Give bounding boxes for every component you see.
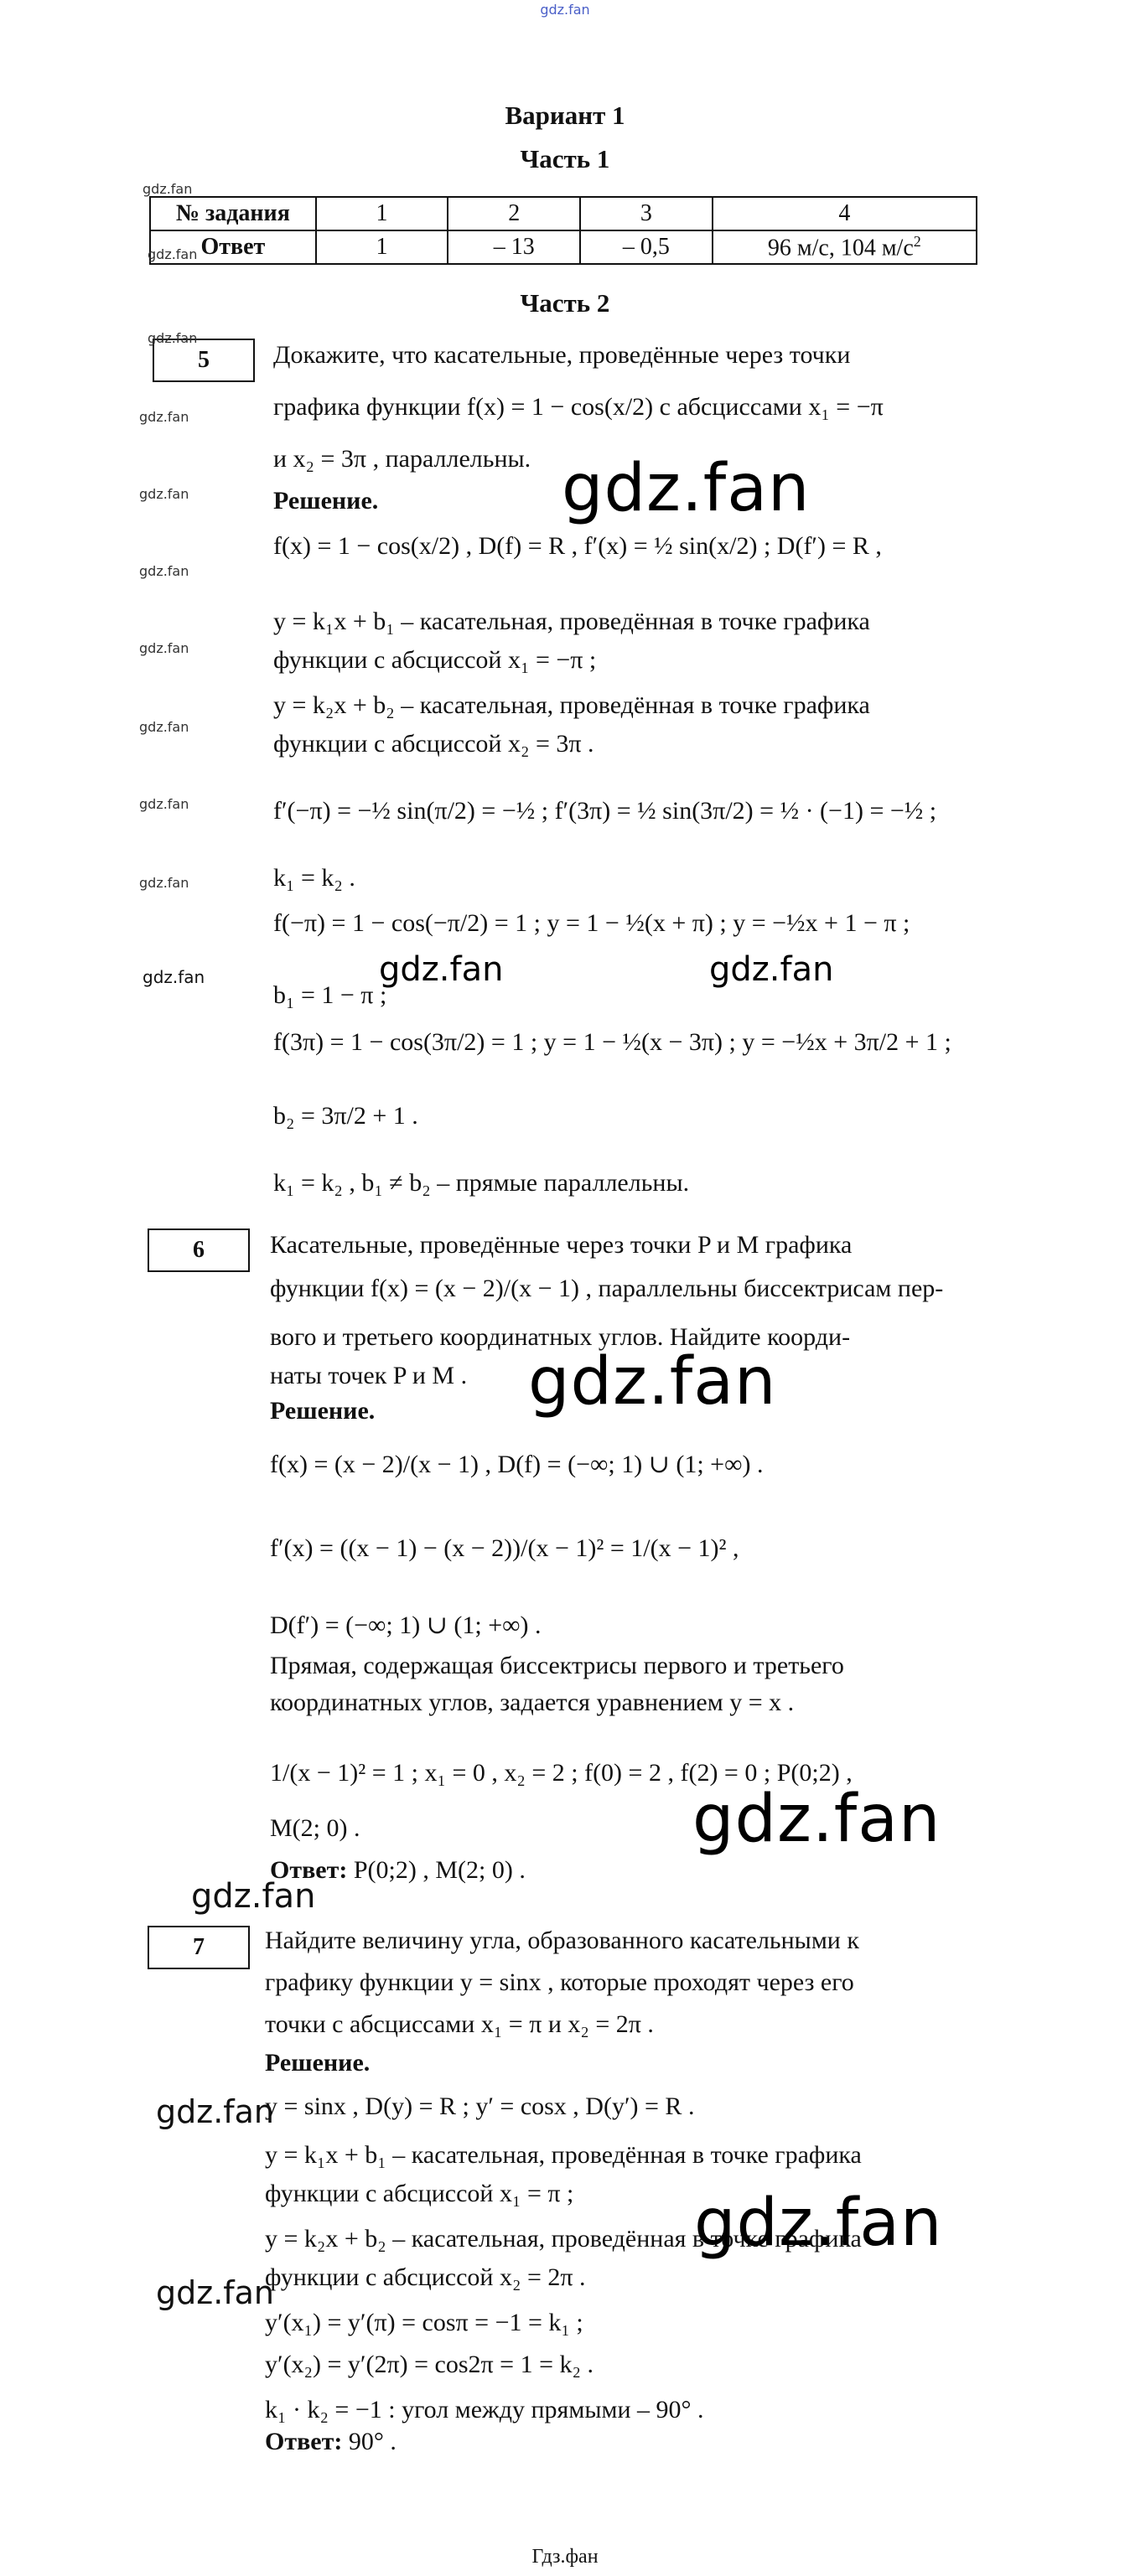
task-7-number-box: 7 bbox=[148, 1926, 250, 1969]
solution-line: y = k₁x + b₁ – касательная, проведённая в точке графика bbox=[273, 608, 870, 635]
task-number-header: № задания bbox=[150, 197, 316, 230]
watermark-small: gdz.fan bbox=[139, 486, 189, 502]
solution-line: D(f′) = (−∞; 1) ∪ (1; +∞) . bbox=[270, 1611, 542, 1639]
solution-line: b₂ = 3π/2 + 1 . bbox=[273, 1102, 418, 1130]
watermark-small: gdz.fan bbox=[139, 875, 189, 891]
statement-line: Найдите величину угла, образованного касательными к bbox=[265, 1927, 859, 1954]
statement-line: функции f(x) = (x − 2)/(x − 1) , параллельны биссектрисам пер- bbox=[270, 1275, 944, 1302]
task-number-cell: 1 bbox=[316, 197, 448, 230]
solution-line: f′(x) = ((x − 1) − (x − 2))/(x − 1)² = 1/(x − 1)² , bbox=[270, 1534, 739, 1562]
solution-line: f(x) = (x − 2)/(x − 1) , D(f) = (−∞; 1) ∪ (1; +∞) . bbox=[270, 1451, 764, 1478]
task-6-solution-label: Решение. bbox=[270, 1397, 376, 1425]
part1-heading: Часть 1 bbox=[520, 144, 610, 173]
watermark-medium: gdz.fan bbox=[156, 2093, 275, 2130]
solution-line: y = sinx , D(y) = R ; y′ = cosx , D(y′) = R . bbox=[265, 2092, 695, 2120]
solution-line: f(x) = 1 − cos(x/2) , D(f) = R , f′(x) = ½ sin(x/2) ; D(f′) = R , bbox=[273, 532, 882, 560]
watermark-small: gdz.fan bbox=[139, 640, 189, 656]
footer-watermark: Гдз.фан bbox=[531, 2546, 599, 2568]
statement-line: Касательные, проведённые через точки P и M графика bbox=[270, 1231, 853, 1259]
solution-line: функции с абсциссой x₂ = 3π . bbox=[273, 730, 594, 758]
watermark-small: gdz.fan bbox=[148, 246, 198, 262]
task-7-answer bbox=[265, 2425, 397, 2459]
answer-4-sup: 2 bbox=[913, 232, 921, 250]
watermark-medium: gdz.fan bbox=[191, 1877, 316, 1916]
watermark-small: gdz.fan bbox=[143, 181, 193, 197]
solution-line: y′(x₂) = y′(2π) = cos2π = 1 = k₂ . bbox=[265, 2351, 594, 2378]
task-number-cell: 2 bbox=[448, 197, 580, 230]
solution-line: y = k₂x + b₂ – касательная, проведённая в точке графика bbox=[265, 2225, 862, 2253]
answer-cell: – 13 bbox=[448, 230, 580, 264]
watermark-large: gdz.fan bbox=[692, 1782, 941, 1857]
solution-line: функции с абсциссой x₂ = 2π . bbox=[265, 2263, 586, 2291]
answers-table bbox=[149, 196, 977, 265]
statement-line: графика функции f(x) = 1 − cos(x/2) с абсциссами x₁ = −π bbox=[273, 393, 884, 421]
solution-line: y = k₁x + b₁ – касательная, проведённая в точке графика bbox=[265, 2141, 862, 2169]
watermark-small: gdz.fan bbox=[139, 719, 189, 735]
statement-line: графику функции y = sinx , которые проходят через его bbox=[265, 1968, 854, 1996]
solution-line: функции с абсциссой x₁ = π ; bbox=[265, 2180, 574, 2207]
solution-line: k₁ = k₂ , b₁ ≠ b₂ – прямые параллельны. bbox=[273, 1169, 690, 1197]
statement-line: точки с абсциссами x₁ = π и x₂ = 2π . bbox=[265, 2010, 654, 2038]
task-7-solution-label: Решение. bbox=[265, 2049, 371, 2077]
answer-value: P(0;2) , M(2; 0) . bbox=[353, 1856, 526, 1884]
solution-line: k₁ · k₂ = −1 : угол между прямыми – 90° . bbox=[265, 2396, 704, 2423]
watermark-small: gdz.fan bbox=[139, 796, 189, 812]
part2-heading: Часть 2 bbox=[520, 288, 610, 318]
answer-label: Ответ: bbox=[270, 1856, 348, 1884]
task-5-number-box: 5 bbox=[153, 339, 255, 382]
solution-line: k₁ = k₂ . bbox=[273, 864, 355, 892]
table-row-answers bbox=[150, 230, 977, 264]
task-7-statement bbox=[265, 1924, 859, 2043]
solution-line: 1/(x − 1)² = 1 ; x₁ = 0 , x₂ = 2 ; f(0) = 2 , f(2) = 0 ; P(0;2) , bbox=[270, 1759, 853, 1787]
watermark-small: gdz.fan bbox=[139, 409, 189, 425]
watermark-small: gdz.fan bbox=[148, 330, 198, 346]
solution-line: координатных углов, задается уравнением y = x . bbox=[270, 1689, 795, 1716]
answer-cell: 1 bbox=[316, 230, 448, 264]
solution-line: y′(x₁) = y′(π) = cosπ = −1 = k₁ ; bbox=[265, 2309, 583, 2336]
watermark-large: gdz.fan bbox=[562, 451, 811, 526]
solution-line: Прямая, содержащая биссектрисы первого и третьего bbox=[270, 1652, 844, 1679]
solution-line: f(−π) = 1 − cos(−π/2) = 1 ; y = 1 − ½(x + π) ; y = −½x + 1 − π ; bbox=[273, 909, 910, 937]
answer-cell bbox=[713, 230, 977, 264]
answer-cell: – 0,5 bbox=[580, 230, 713, 264]
solution-line: f′(−π) = −½ sin(π/2) = −½ ; f′(3π) = ½ sin(3π/2) = ½ · (−1) = −½ ; bbox=[273, 797, 937, 825]
statement-line: вого и третьего координатных углов. Найдите коорди- bbox=[270, 1323, 851, 1351]
watermark-medium: gdz.fan bbox=[156, 2274, 275, 2311]
statement-line: Докажите, что касательные, проведённые через точки bbox=[273, 341, 851, 369]
top-watermark: gdz.fan bbox=[540, 2, 590, 18]
answer-header: Ответ bbox=[150, 230, 316, 264]
watermark-medium: gdz.fan bbox=[379, 950, 504, 989]
solution-line: функции с абсциссой x₁ = −π ; bbox=[273, 646, 597, 674]
solution-line: M(2; 0) . bbox=[270, 1814, 360, 1842]
variant-heading: Вариант 1 bbox=[505, 101, 625, 130]
answer-label: Ответ: bbox=[265, 2428, 343, 2455]
solution-line: b₁ = 1 − π ; bbox=[273, 981, 387, 1009]
task-5-solution-label: Решение. bbox=[273, 487, 379, 515]
statement-line: наты точек P и M . bbox=[270, 1362, 468, 1389]
solution-line: y = k₂x + b₂ – касательная, проведённая в точке графика bbox=[273, 691, 870, 719]
watermark-large: gdz.fan bbox=[528, 1344, 777, 1420]
task-number-cell: 3 bbox=[580, 197, 713, 230]
task-5-solution bbox=[273, 530, 951, 1203]
watermark-small: gdz.fan bbox=[143, 967, 205, 987]
statement-line: и x₂ = 3π , параллельны. bbox=[273, 445, 531, 473]
watermark-large: gdz.fan bbox=[694, 2185, 943, 2261]
solution-line: f(3π) = 1 − cos(3π/2) = 1 ; y = 1 − ½(x − 3π) ; y = −½x + 3π/2 + 1 ; bbox=[273, 1028, 951, 1056]
task-6-number-box: 6 bbox=[148, 1229, 250, 1272]
task-number-cell: 4 bbox=[713, 197, 977, 230]
table-row-task-numbers bbox=[150, 197, 977, 230]
watermark-medium: gdz.fan bbox=[709, 950, 834, 989]
answer-4-text: 96 м/с, 104 м/с bbox=[767, 235, 914, 261]
answer-value: 90° . bbox=[348, 2428, 397, 2455]
watermark-small: gdz.fan bbox=[139, 563, 189, 579]
